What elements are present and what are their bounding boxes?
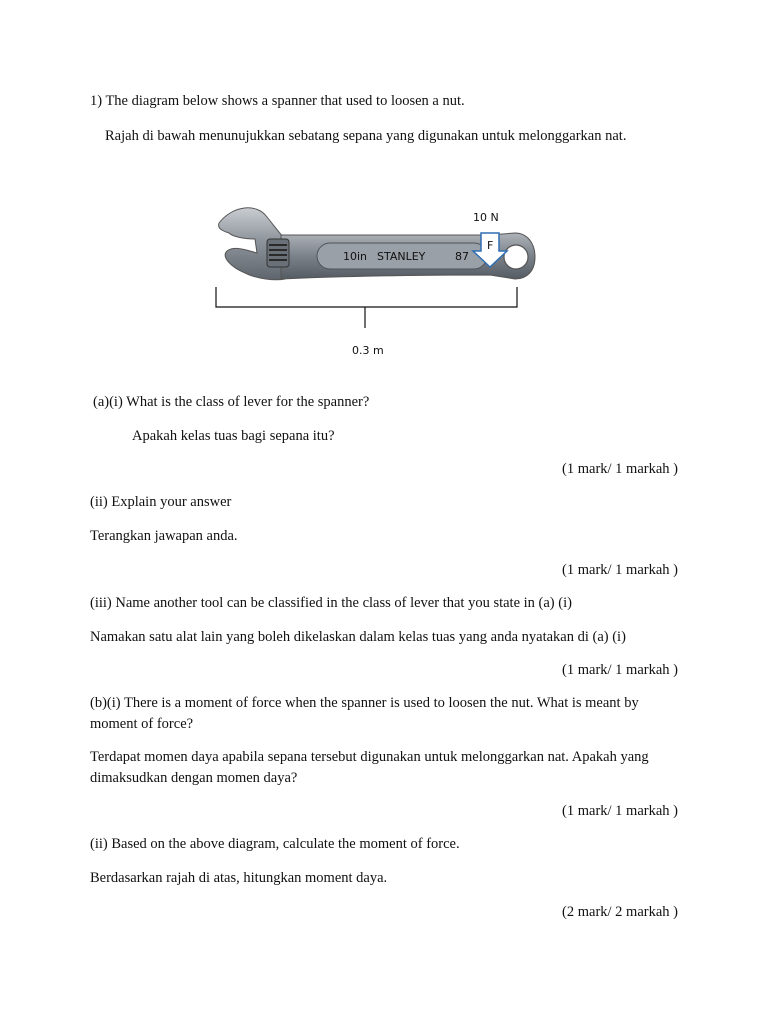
question-a-i: (a)(i) What is the class of lever for the spanner? [93,394,370,410]
question-b-ii: (ii) Based on the above diagram, calculate the moment of force. [90,836,460,852]
question-a-i-marks: (1 mark/ 1 markah ) [562,461,678,477]
question-a-iii-malay: Namakan satu alat lain yang boleh dikelaskan dalam kelas tuas yang anda nyatakan di (a) (i) [90,629,626,645]
question-b-ii-marks: (2 mark/ 2 markah ) [562,904,678,920]
question-a-ii: (ii) Explain your answer [90,494,232,510]
spanner-model-text: 87 [455,250,469,263]
question-a-iii-marks: (1 mark/ 1 markah ) [562,662,678,678]
question-b-i: (b)(i) There is a moment of force when the spanner is used to loosen the nut. What is meant by moment of force? [90,695,639,732]
spanner-hole [504,245,528,269]
spanner-brand-text: STANLEY [377,250,426,263]
question-b-i-malay: Terdapat momen daya apabila sepana tersebut digunakan untuk melonggarkan nat. Apakah yang dimaksudkan dengan momen daya? [90,749,649,786]
question-a-i-malay: Apakah kelas tuas bagi sepana itu? [132,428,335,444]
force-value-label: 10 N [473,211,499,224]
distance-bracket [216,287,517,307]
question-a-ii-marks: (1 mark/ 1 markah ) [562,562,678,578]
question-b-i-marks: (1 mark/ 1 markah ) [562,803,678,819]
spanner-size-text: 10in [343,250,368,263]
spanner-worm-gear [267,239,289,267]
question-1-title: 1) The diagram below shows a spanner that used to loosen a nut. [90,93,465,109]
question-a-iii: (iii) Name another tool can be classified in the class of lever that you state in (a) (i) [90,595,572,611]
question-a-ii-malay: Terangkan jawapan anda. [90,528,238,544]
question-1-title-malay: Rajah di bawah menunujukkan sebatang sepana yang digunakan untuk melonggarkan nat. [105,128,627,144]
distance-label: 0.3 m [352,344,384,357]
question-b-ii-malay: Berdasarkan rajah di atas, hitungkan moment daya. [90,870,388,886]
force-symbol-label: F [487,239,494,252]
spanner-illustration [205,195,555,365]
spanner-diagram [205,195,555,365]
